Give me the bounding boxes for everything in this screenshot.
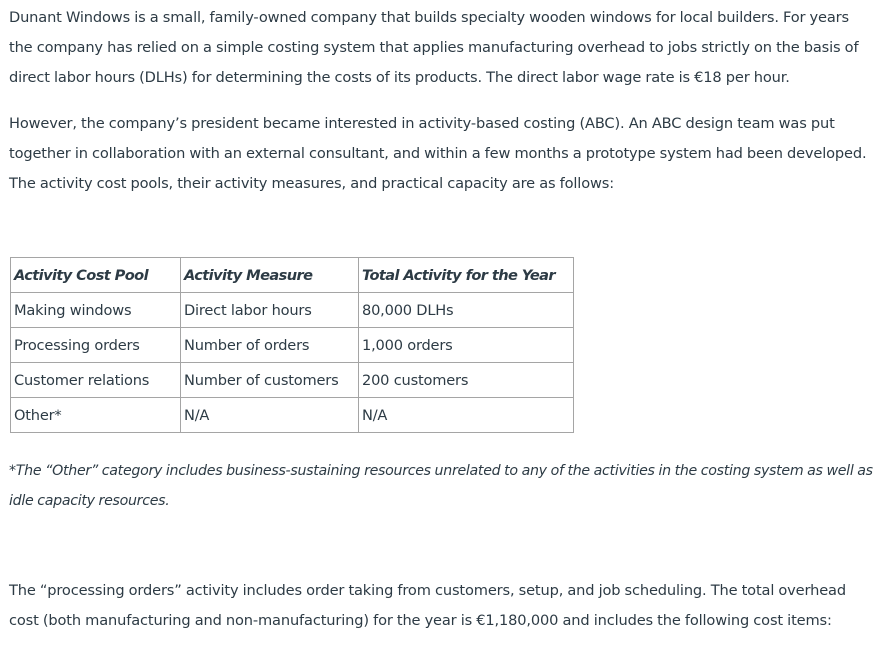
intro-paragraph-abc: However, the company’s president became interested in activity-based costing (ABC). An ABC design team was put together in collaboration with an external consultant, and within a few months a prototype system had been developed. The activity cost pools, their activity measures, and practical capacity are as follows: xyxy=(9,115,867,192)
table-row xyxy=(11,328,574,363)
table-cell: Customer relations xyxy=(11,363,181,398)
table-row xyxy=(11,363,574,398)
table-row xyxy=(11,398,574,433)
table-cell: N/A xyxy=(181,398,359,433)
table-footnote: *The “Other” category includes business-sustaining resources unrelated to any of the activities in the costing system as well as idle capacity resources. xyxy=(9,463,873,509)
activity-cost-pool-table xyxy=(10,257,574,433)
table-cell: 1,000 orders xyxy=(359,328,574,363)
table-cell: Number of orders xyxy=(181,328,359,363)
table-header-row xyxy=(11,258,574,293)
table-cell: Number of customers xyxy=(181,363,359,398)
header-activity-cost-pool: Activity Cost Pool xyxy=(11,258,181,293)
header-activity-measure: Activity Measure xyxy=(181,258,359,293)
table-cell: 200 customers xyxy=(359,363,574,398)
header-total-activity: Total Activity for the Year xyxy=(359,258,574,293)
table-row xyxy=(11,293,574,328)
intro-paragraph-company: Dunant Windows is a small, family-owned company that builds specialty wooden windows for local builders. For years the company has relied on a simple costing system that applies manufacturing overhead to jobs strictly on the basis of direct labor hours (DLHs) for determining the costs of its products. The direct labor wage rate is €18 per hour. xyxy=(9,9,859,86)
closing-paragraph: The “processing orders” activity includes order taking from customers, setup, and job scheduling. The total overhead cost (both manufacturing and non-manufacturing) for the year is €1,180,000 and includes the following cost items: xyxy=(9,582,846,629)
table-cell: N/A xyxy=(359,398,574,433)
table-cell: 80,000 DLHs xyxy=(359,293,574,328)
table-cell: Other* xyxy=(11,398,181,433)
table-cell: Direct labor hours xyxy=(181,293,359,328)
table-cell: Making windows xyxy=(11,293,181,328)
table-cell: Processing orders xyxy=(11,328,181,363)
